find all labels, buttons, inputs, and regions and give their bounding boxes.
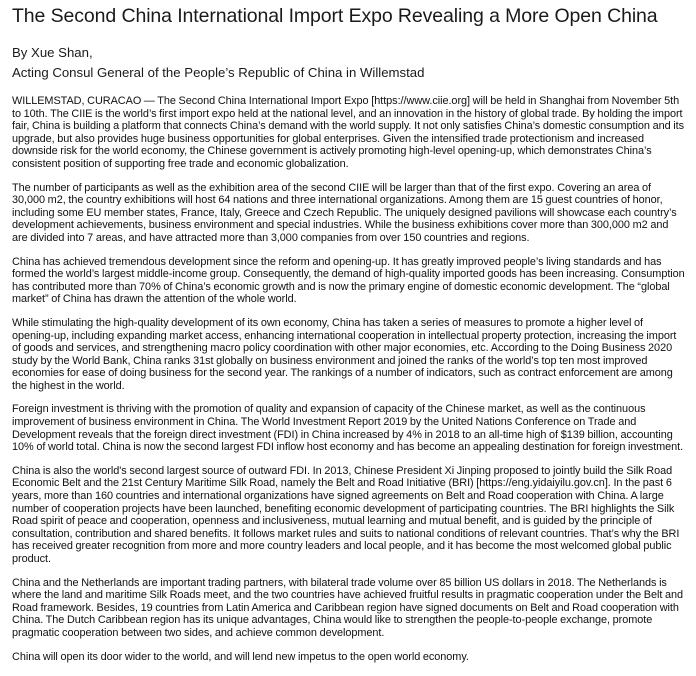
paragraph-intro: WILLEMSTAD, CURACAO — The Second China International Import Expo [https://www.ciie.org] will be held in Shanghai from November 5th to 10th. The CIIE is the world’s first import expo held at the national level, and an innovation in the history of global trade. By holding the import fair, China is building a platform that connects China’s demand with the world supply. It not only satisfies China’s domestic consumption and its upgrade, but also provides huge business opportunities for global enterprises. Given the intensified trade protectionism and increased downside risk for the world economy, the Chinese government is actively promoting high-level opening-up, which demonstrates China’s consistent position of supporting free trade and economic globalization. [12, 95, 685, 170]
paragraph-conclusion: China will open its door wider to the world, and will lend new impetus to the open world economy. [12, 650, 469, 663]
article-title: The Second China International Import Expo Revealing a More Open China [12, 5, 658, 27]
byline [12, 43, 686, 83]
author-name: By Xue Shan, [12, 45, 93, 60]
paragraph-foreign-investment: Foreign investment is thriving with the promotion of quality and expansion of capacity of the Chinese market, as well as the continuous improvement of business environment in China. The World Investment Report 2019 by the United Nations Conference on Trade and Development reveals that the foreign direct investment (FDI) in China increased by 4% in 2018 to an all-time high of $139 billion, accounting 10% of world total. China is now the second largest FDI inflow host economy and has become an appealing destination for foreign investment. [12, 403, 684, 454]
paragraph-development: China has achieved tremendous development since the reform and opening-up. It has greatly improved people’s living standards and has formed the world’s largest middle-income group. Consequently, the demand of high-quality imported goods has been increasing. Consumption has contributed more than 70% of China’s economic growth and is now the primary engine of domestic economic development. The “global market” of China has drawn the attention of the whole world. [12, 255, 685, 306]
paragraph-opening-up: While stimulating the high-quality development of its own economy, China has taken a series of measures to promote a higher level of opening-up, including expanding market access, enhancing international cooperation in intellectual property protection, increasing the import of goods and services, and strengthening macro policy coordination with other major economies, etc. According to the Doing Business 2020 study by the World Bank, China ranks 31st globally on business environment and joined the ranks of the world’s top ten most improved economies for ease of doing business for the second year. The rankings of a number of indicators, such as contract enforcement are among the highest in the world. [12, 316, 677, 392]
paragraph-belt-and-road: China is also the world's second largest source of outward FDI. In 2013, Chinese President Xi Jinping proposed to jointly build the Silk Road Economic Belt and the 21st Century Maritime Silk Road, namely the Belt and Road Initiative (BRI) [https://eng.yidaiyilu.gov.cn]. In the past 6 years, more than 160 countries and international organizations have signed agreements on Belt and Road cooperation with China. A large number of cooperation projects have been launched, benefiting economic development of participating countries. The BRI highlights the Silk Road spirit of peace and cooperation, openness and inclusiveness, mutual learning and mutual benefit, and is guided by the principle of consultation, contribution and shared benefits. It follows market rules and suits to national conditions of relevant countries. That’s why the BRI has received greater recognition from more and more country leaders and local people, and it has become the most welcomed global public product. [12, 464, 680, 565]
author-role: Acting Consul General of the People’s Republic of China in Willemstad [12, 65, 425, 80]
paragraph-netherlands: China and the Netherlands are important trading partners, with bilateral trade volume over 85 billion US dollars in 2018. The Netherlands is where the land and maritime Silk Roads meet, and the two countries have achieved fruitful results in pragmatic cooperation under the Belt and Road framework. Besides, 19 countries from Latin America and Caribbean region have signed documents on Belt and Road cooperation with China. The Dutch Caribbean region has its unique advantages, China would like to strengthen the people-to-people exchange, promote pragmatic cooperation between two sides, and achieve common development. [12, 576, 684, 639]
article-body [12, 95, 686, 663]
paragraph-participants: The number of participants as well as the exhibition area of the second CIIE will be larger than that of the first expo. Covering an area of 30,000 m2, the country exhibitions will host 64 nations and three international organizations. Among them are 15 guest countries of honor, including some EU member states, France, Italy, Greece and Czech Republic. The uniquely designed pavilions will showcase each country’s development achievements, business environment and special industries. While the business exhibitions cover more than 300,000 m2 and are divided into 7 areas, and have attracted more than 3,000 companies from over 150 countries and regions. [12, 181, 677, 244]
